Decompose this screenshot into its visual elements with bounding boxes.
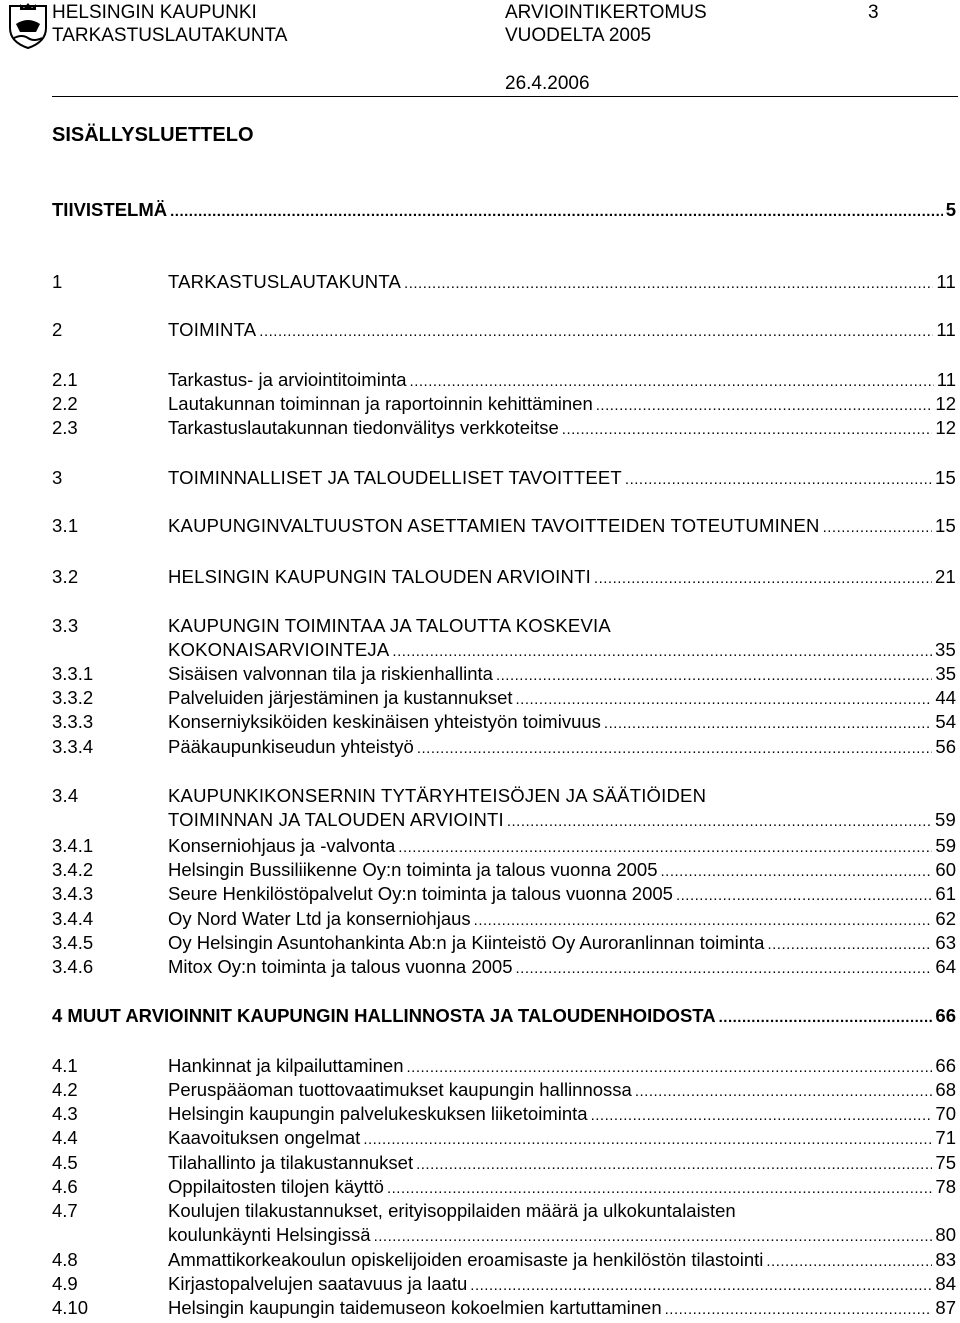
toc-leader-dots bbox=[474, 909, 933, 933]
toc-entry[interactable] bbox=[52, 198, 956, 222]
toc-leader-dots bbox=[507, 810, 932, 834]
toc-entry-page: 70 bbox=[935, 1103, 956, 1124]
toc-entry-page: 75 bbox=[935, 1152, 956, 1173]
toc-leader-dots bbox=[516, 957, 933, 981]
toc-leader-dots bbox=[719, 1006, 933, 1030]
toc-entry-number: 3.3 bbox=[52, 615, 79, 636]
toc-title: SISÄLLYSLUETTELO bbox=[52, 124, 254, 146]
toc-leader-dots bbox=[594, 567, 932, 591]
toc-entry-number: 4.8 bbox=[52, 1249, 78, 1270]
toc-leader-dots bbox=[392, 640, 932, 664]
toc-entry-number: 2.2 bbox=[52, 393, 78, 414]
toc-entry-number: 4.5 bbox=[52, 1152, 78, 1173]
toc-entry[interactable] bbox=[52, 1126, 956, 1150]
toc-entry-number: 4.4 bbox=[52, 1127, 78, 1148]
toc-leader-dots bbox=[661, 860, 933, 884]
toc-leader-dots bbox=[767, 933, 932, 957]
toc-entry-page: 78 bbox=[935, 1176, 956, 1197]
toc-entry-title: Tarkastus- ja arviointitoiminta bbox=[168, 369, 407, 390]
toc-entry-page: 11 bbox=[936, 319, 956, 340]
toc-entry-body bbox=[168, 907, 956, 933]
toc-leader-dots bbox=[604, 712, 933, 736]
toc-entry-number: 2 bbox=[52, 319, 63, 340]
toc-entry-body bbox=[168, 565, 956, 591]
toc-entry-page: 61 bbox=[935, 883, 956, 904]
toc-entry-page: 11 bbox=[936, 369, 956, 390]
toc-entry-number: 4.6 bbox=[52, 1176, 78, 1197]
toc-entry-body bbox=[168, 1248, 956, 1274]
toc-entry-page: 80 bbox=[935, 1224, 956, 1245]
toc-leader-dots bbox=[407, 1056, 933, 1080]
toc-entry-body bbox=[168, 416, 956, 442]
header-divider bbox=[52, 96, 958, 97]
toc-entry-title: TARKASTUSLAUTAKUNTA bbox=[168, 271, 402, 292]
toc-entry-body bbox=[168, 466, 956, 492]
toc-entry-number: 2.3 bbox=[52, 417, 78, 438]
toc-entry[interactable] bbox=[52, 1296, 956, 1320]
toc-entry-title: Ammattikorkeakoulun opiskelijoiden eroamisaste ja henkilöstön tilastointi bbox=[168, 1249, 764, 1270]
toc-entry-number: 3.4.3 bbox=[52, 883, 94, 904]
toc-entry-body bbox=[168, 1102, 956, 1128]
toc-entry-body bbox=[168, 1296, 956, 1322]
toc-entry-body bbox=[168, 882, 956, 908]
toc-entry[interactable] bbox=[52, 1004, 956, 1028]
toc-entry-title: Tarkastuslautakunnan tiedonvälitys verkkoteitse bbox=[168, 417, 559, 438]
toc-entry-number: 3 bbox=[52, 467, 63, 488]
toc-entry-page: 5 bbox=[945, 199, 956, 220]
toc-entry-number: 3.4.6 bbox=[52, 956, 94, 977]
toc-entry-page: 71 bbox=[935, 1127, 956, 1148]
toc-leader-dots bbox=[416, 1153, 932, 1177]
toc-entry[interactable] bbox=[52, 1102, 956, 1126]
header-org-line2: TARKASTUSLAUTAKUNTA bbox=[52, 25, 288, 46]
toc-entry-page: 15 bbox=[935, 515, 956, 536]
toc-entry-body bbox=[168, 638, 956, 664]
toc-entry-page: 56 bbox=[935, 736, 956, 757]
toc-leader-dots bbox=[398, 836, 932, 860]
toc-entry-page: 54 bbox=[935, 711, 956, 732]
toc-entry-page: 12 bbox=[935, 417, 956, 438]
toc-entry-body bbox=[168, 955, 956, 981]
toc-entry[interactable] bbox=[52, 710, 956, 734]
toc-entry-number: 3.4.4 bbox=[52, 908, 94, 929]
toc-entry-body bbox=[168, 1126, 956, 1152]
toc-entry-title: Seure Henkilöstöpalvelut Oy:n toiminta ja talous vuonna 2005 bbox=[168, 883, 673, 904]
toc-leader-dots bbox=[410, 370, 934, 394]
toc-entry-number: 3.3.2 bbox=[52, 687, 94, 708]
toc-leader-dots bbox=[591, 1104, 933, 1128]
toc-entry-number: 4.3 bbox=[52, 1103, 78, 1124]
toc-entry-page: 12 bbox=[935, 393, 956, 414]
toc-leader-dots bbox=[404, 272, 933, 296]
toc-entry-page: 84 bbox=[935, 1273, 956, 1294]
toc-entry-number: 3.4.2 bbox=[52, 859, 94, 880]
toc-entry-page: 63 bbox=[935, 932, 956, 953]
toc-entry-number: 3.3.1 bbox=[52, 663, 94, 684]
toc-entry-title: 4 MUUT ARVIOINNIT KAUPUNGIN HALLINNOSTA JA TALOUDENHOIDOSTA bbox=[52, 1005, 716, 1026]
toc-entry-body bbox=[168, 686, 956, 712]
toc-entry-body bbox=[168, 1175, 956, 1201]
toc-entry-body bbox=[168, 808, 956, 834]
toc-entry-number: 4.9 bbox=[52, 1273, 78, 1294]
toc-entry-title: TIIVISTELMÄ bbox=[52, 199, 168, 220]
toc-entry-page: 21 bbox=[935, 566, 956, 587]
toc-entry-title-line1: KAUPUNKIKONSERNIN TYTÄRYHTEISÖJEN JA SÄÄTIÖIDEN bbox=[168, 785, 707, 806]
toc-entry-number: 1 bbox=[52, 271, 63, 292]
toc-entry-title: Sisäisen valvonnan tila ja riskienhallinta bbox=[168, 663, 493, 684]
toc-entry-page: 15 bbox=[935, 467, 956, 488]
toc-entry-title: Peruspääoman tuottovaatimukset kaupungin hallinnossa bbox=[168, 1079, 632, 1100]
toc-leader-dots bbox=[496, 664, 932, 688]
toc-entry-title: Helsingin Bussiliikenne Oy:n toiminta ja talous vuonna 2005 bbox=[168, 859, 658, 880]
toc-entry-body bbox=[168, 1078, 956, 1104]
toc-entry-title: KAUPUNGINVALTUUSTON ASETTAMIEN TAVOITTEIDEN TOTEUTUMINEN bbox=[168, 515, 820, 536]
toc-entry-page: 60 bbox=[935, 859, 956, 880]
toc-leader-dots bbox=[374, 1225, 933, 1249]
toc-entry[interactable] bbox=[52, 955, 956, 979]
toc-entry-body bbox=[168, 514, 956, 540]
toc-leader-dots bbox=[562, 418, 933, 442]
toc-leader-dots bbox=[766, 1250, 932, 1274]
toc-entry[interactable] bbox=[52, 882, 956, 906]
toc-leader-dots bbox=[665, 1298, 933, 1322]
header-date: 26.4.2006 bbox=[505, 73, 590, 94]
toc-entry-title: Konserniyksiköiden keskinäisen yhteistyön toimivuus bbox=[168, 711, 601, 732]
toc-entry-body bbox=[52, 198, 956, 224]
toc-entry[interactable] bbox=[52, 614, 956, 662]
toc-entry-page: 59 bbox=[935, 809, 956, 830]
toc-entry-body bbox=[168, 858, 956, 884]
toc-entry[interactable] bbox=[52, 662, 956, 686]
toc-entry[interactable] bbox=[52, 907, 956, 931]
toc-entry[interactable] bbox=[52, 1151, 956, 1175]
toc-entry-number: 2.1 bbox=[52, 369, 78, 390]
toc-entry-title: Lautakunnan toiminnan ja raportoinnin kehittäminen bbox=[168, 393, 593, 414]
header-org-line1: HELSINGIN KAUPUNKI bbox=[52, 2, 257, 23]
toc-entry-title: KOKONAISARVIOINTEJA bbox=[168, 639, 390, 660]
toc-entry-title: TOIMINNAN JA TALOUDEN ARVIOINTI bbox=[168, 809, 504, 830]
toc-entry[interactable] bbox=[52, 466, 956, 490]
toc-entry-body bbox=[168, 1223, 956, 1249]
toc-entry-title: Kaavoituksen ongelmat bbox=[168, 1127, 361, 1148]
toc-entry-number: 4.10 bbox=[52, 1297, 89, 1318]
toc-leader-dots bbox=[625, 468, 932, 492]
toc-entry[interactable] bbox=[52, 784, 956, 832]
toc-entry-title: HELSINGIN KAUPUNGIN TALOUDEN ARVIOINTI bbox=[168, 566, 591, 587]
toc-entry-page: 35 bbox=[935, 639, 956, 660]
toc-entry-number: 3.3.4 bbox=[52, 736, 94, 757]
header-doc-line1: ARVIOINTIKERTOMUS bbox=[505, 2, 707, 23]
toc-entry[interactable] bbox=[52, 1199, 956, 1247]
toc-entry-number: 3.2 bbox=[52, 566, 79, 587]
toc-entry-title: Oy Helsingin Asuntohankinta Ab:n ja Kiinteistö Oy Auroranlinnan toiminta bbox=[168, 932, 765, 953]
toc-entry-number: 3.1 bbox=[52, 515, 79, 536]
toc-leader-dots bbox=[676, 884, 932, 908]
toc-entry-body bbox=[52, 1004, 956, 1030]
toc-entry-body bbox=[168, 710, 956, 736]
toc-entry-page: 59 bbox=[935, 835, 956, 856]
toc-entry-number: 3.4.1 bbox=[52, 835, 94, 856]
toc-entry-number: 3.3.3 bbox=[52, 711, 94, 732]
toc-entry-body bbox=[168, 662, 956, 688]
toc-entry-number: 3.4 bbox=[52, 785, 79, 806]
toc-entry-body bbox=[168, 1054, 956, 1080]
toc-entry-title: Hankinnat ja kilpailuttaminen bbox=[168, 1055, 404, 1076]
toc-entry-page: 11 bbox=[936, 271, 956, 292]
toc-entry-number: 4.2 bbox=[52, 1079, 78, 1100]
toc-entry[interactable] bbox=[52, 858, 956, 882]
toc-entry-title-line1: Koulujen tilakustannukset, erityisoppilaiden määrä ja ulkokuntalaisten bbox=[168, 1200, 736, 1221]
toc-entry-title: Oy Nord Water Ltd ja konserniohjaus bbox=[168, 908, 471, 929]
toc-entry[interactable] bbox=[52, 1175, 956, 1199]
toc-entry-page: 64 bbox=[935, 956, 956, 977]
toc-entry-title: Helsingin kaupungin taidemuseon kokoelmien kartuttaminen bbox=[168, 1297, 662, 1318]
toc-entry[interactable] bbox=[52, 735, 956, 759]
toc-entry[interactable] bbox=[52, 686, 956, 710]
city-crest-icon bbox=[6, 2, 50, 50]
toc-entry-page: 66 bbox=[935, 1055, 956, 1076]
toc-entry-title: Tilahallinto ja tilakustannukset bbox=[168, 1152, 414, 1173]
toc-leader-dots bbox=[470, 1274, 932, 1298]
toc-entry-body bbox=[168, 735, 956, 761]
header-page-number: 3 bbox=[868, 2, 879, 23]
toc-entry-page: 87 bbox=[935, 1297, 956, 1318]
toc-entry[interactable] bbox=[52, 1054, 956, 1078]
toc-entry-title: TOIMINNALLISET JA TALOUDELLISET TAVOITTEET bbox=[168, 467, 622, 488]
toc-entry[interactable] bbox=[52, 1248, 956, 1272]
toc-leader-dots bbox=[387, 1177, 932, 1201]
toc-entry-page: 44 bbox=[935, 687, 956, 708]
toc-entry-title: Helsingin kaupungin palvelukeskuksen liiketoiminta bbox=[168, 1103, 588, 1124]
toc-entry-title-line1: KAUPUNGIN TOIMINTAA JA TALOUTTA KOSKEVIA bbox=[168, 615, 611, 636]
toc-leader-dots bbox=[170, 200, 943, 224]
toc-leader-dots bbox=[259, 320, 933, 344]
toc-entry[interactable] bbox=[52, 514, 956, 538]
toc-entry-body bbox=[168, 368, 956, 394]
toc-entry-number: 4.1 bbox=[52, 1055, 78, 1076]
toc-leader-dots bbox=[596, 394, 933, 418]
toc-entry-page: 62 bbox=[935, 908, 956, 929]
toc-entry[interactable] bbox=[52, 1272, 956, 1296]
toc-entry-body bbox=[168, 392, 956, 418]
toc-entry[interactable] bbox=[52, 565, 956, 589]
toc-entry-title: Palveluiden järjestäminen ja kustannukset bbox=[168, 687, 513, 708]
toc-entry-page: 35 bbox=[935, 663, 956, 684]
toc-entry-body bbox=[168, 270, 956, 296]
toc-entry-title: Pääkaupunkiseudun yhteistyö bbox=[168, 736, 414, 757]
toc-leader-dots bbox=[516, 688, 933, 712]
toc-entry-title: koulunkäynti Helsingissä bbox=[168, 1224, 371, 1245]
header-doc-line2: VUODELTA 2005 bbox=[505, 25, 652, 46]
toc-entry[interactable] bbox=[52, 416, 956, 440]
toc-entry-title: Mitox Oy:n toiminta ja talous vuonna 2005 bbox=[168, 956, 513, 977]
toc-entry[interactable] bbox=[52, 270, 956, 294]
toc-entry-page: 83 bbox=[935, 1249, 956, 1270]
toc-leader-dots bbox=[417, 737, 933, 761]
toc-entry[interactable] bbox=[52, 318, 956, 342]
toc-entry-body bbox=[168, 1151, 956, 1177]
toc-entry-number: 4.7 bbox=[52, 1200, 78, 1221]
toc-entry-title: Oppilaitosten tilojen käyttö bbox=[168, 1176, 384, 1197]
toc-entry-title: Konserniohjaus ja -valvonta bbox=[168, 835, 396, 856]
toc-entry-body bbox=[168, 1272, 956, 1298]
toc-entry[interactable] bbox=[52, 368, 956, 392]
toc-leader-dots bbox=[823, 516, 932, 540]
toc-entry[interactable] bbox=[52, 392, 956, 416]
toc-entry-number: 3.4.5 bbox=[52, 932, 94, 953]
toc-entry-body bbox=[168, 931, 956, 957]
toc-entry-body bbox=[168, 834, 956, 860]
toc-entry[interactable] bbox=[52, 931, 956, 955]
toc-entry-title: TOIMINTA bbox=[168, 319, 257, 340]
toc-entry-page: 66 bbox=[935, 1005, 956, 1026]
toc-entry[interactable] bbox=[52, 834, 956, 858]
toc-entry[interactable] bbox=[52, 1078, 956, 1102]
toc-leader-dots bbox=[363, 1128, 932, 1152]
toc-entry-page: 68 bbox=[935, 1079, 956, 1100]
toc-entry-body bbox=[168, 318, 956, 344]
toc-entry-title: Kirjastopalvelujen saatavuus ja laatu bbox=[168, 1273, 468, 1294]
toc-leader-dots bbox=[635, 1080, 933, 1104]
